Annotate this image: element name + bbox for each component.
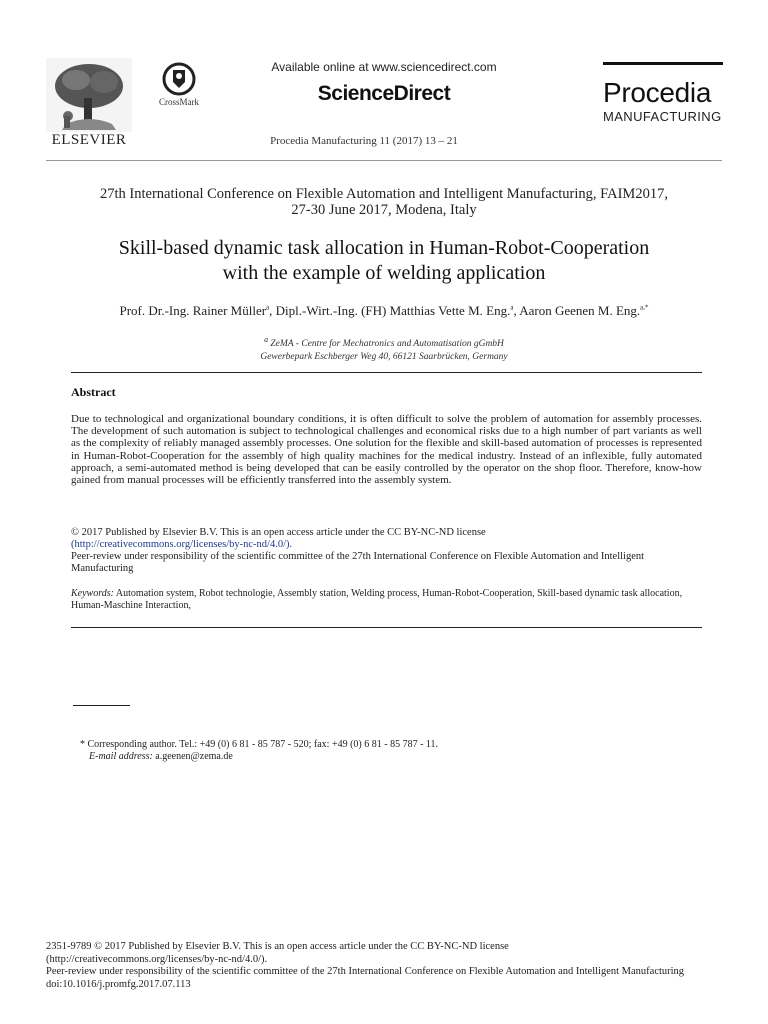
footer-license-link[interactable]: (http://creativecommons.org/licenses/by-nc-nd/4.0/). (46, 953, 268, 965)
author-2[interactable]: , Dipl.-Wirt.-Ing. (FH) Matthias Vette M. Eng. (269, 303, 511, 318)
abstract-top-rule (71, 372, 702, 373)
crossmark-label: CrossMark (159, 97, 199, 107)
journal-reference: Procedia Manufacturing 11 (2017) 13 – 21 (270, 135, 458, 147)
footer-peer-review: Peer-review under responsibility of the scientific committee of the 27th International Conference on Flexible Automation and Intelligent Manufacturing (46, 966, 685, 978)
copyright-line: © 2017 Published by Elsevier B.V. This is an open access article under the CC BY-NC-ND license (71, 527, 486, 538)
affiliation-line-1: ZeMA - Centre for Mechatronics and Automatisation gGmbH (268, 339, 504, 350)
procedia-logo[interactable] (603, 62, 723, 131)
journal-subtitle: MANUFACTURING (603, 109, 722, 124)
author-3-affil: a,* (640, 303, 649, 312)
title-line-2: with the example of welding application (222, 262, 546, 284)
conference-info (46, 186, 722, 218)
conference-line-2: 27-30 June 2017, Modena, Italy (291, 202, 477, 218)
header-divider (46, 160, 722, 161)
author-list (46, 303, 722, 319)
abstract-text: Due to technological and organizational boundary conditions, it is often difficult to solve the problem of automation for assembly processes. The development of such automation is subject to technological challenges and economical risks due to a high number of part variants as well as the complexity of reliably managed assembly processes. One solution for the flexible and skill-based automation of processes is represented in Human-Robot-Cooperation for the assembly of high quality machines for the medical industry. Instead of an inflexible, fully automated approach, a semi-automated method is being developed that can be easily controlled by the operator on the shop floor. Therefore, know-how gained from manual processes will be efficiently transferred into the assembly system. (71, 413, 702, 487)
publisher-name: ELSEVIER (51, 132, 127, 148)
footnote-rule (73, 705, 130, 706)
corresponding-author-note: * Corresponding author. Tel.: +49 (0) 6 81 - 85 787 - 520; fax: +49 (0) 6 81 - 85 787 - 11. (80, 739, 439, 750)
email-label: E-mail address: (89, 751, 153, 762)
email-address[interactable]: a.geenen@zema.de (152, 751, 233, 762)
footer-issn-copyright: 2351-9789 © 2017 Published by Elsevier B.V. This is an open access article under the CC BY-NC-ND license (46, 941, 509, 952)
author-1-affil: a (266, 303, 270, 312)
title-line-1: Skill-based dynamic task allocation in Human-Robot-Cooperation (118, 237, 650, 259)
peer-review-statement: Peer-review under responsibility of the scientific committee of the 27th International Conference on Flexible Automation and Intelligent Manufacturing (71, 551, 645, 574)
conference-line-1: 27th International Conference on Flexible Automation and Intelligent Manufacturing, FAIM2017, (100, 186, 668, 202)
abstract-bottom-rule (71, 627, 702, 628)
footer-doi[interactable]: doi:10.1016/j.promfg.2017.07.113 (46, 978, 191, 990)
available-online-text: Available online at www.sciencedirect.com (271, 60, 497, 74)
author-1[interactable]: Prof. Dr.-Ing. Rainer Müller (119, 303, 267, 318)
author-3[interactable]: , Aaron Geenen M. Eng. (513, 303, 641, 318)
keywords-label: Keywords: (71, 588, 114, 599)
email-note (89, 751, 233, 762)
author-2-affil: a (510, 303, 514, 312)
journal-name: Procedia (603, 77, 712, 108)
affiliation (46, 333, 722, 364)
abstract-heading: Abstract (71, 385, 116, 399)
keywords-block (71, 588, 702, 612)
copyright-block (71, 527, 702, 575)
sciencedirect-logo[interactable]: ScienceDirect (317, 82, 451, 105)
page-footer (46, 941, 736, 991)
license-link[interactable]: (http://creativecommons.org/licenses/by-nc-nd/4.0/). (71, 539, 293, 550)
affiliation-line-2: Gewerbepark Eschberger Weg 40, 66121 Saarbrücken, Germany (260, 352, 508, 363)
article-title (46, 236, 722, 286)
affiliation-marker: a (264, 335, 269, 344)
keywords-text: Automation system, Robot technologie, Assembly station, Welding process, Human-Robot-Cooperation, Skill-based dynamic task allocation, Human-Maschine Interaction, (71, 588, 683, 611)
